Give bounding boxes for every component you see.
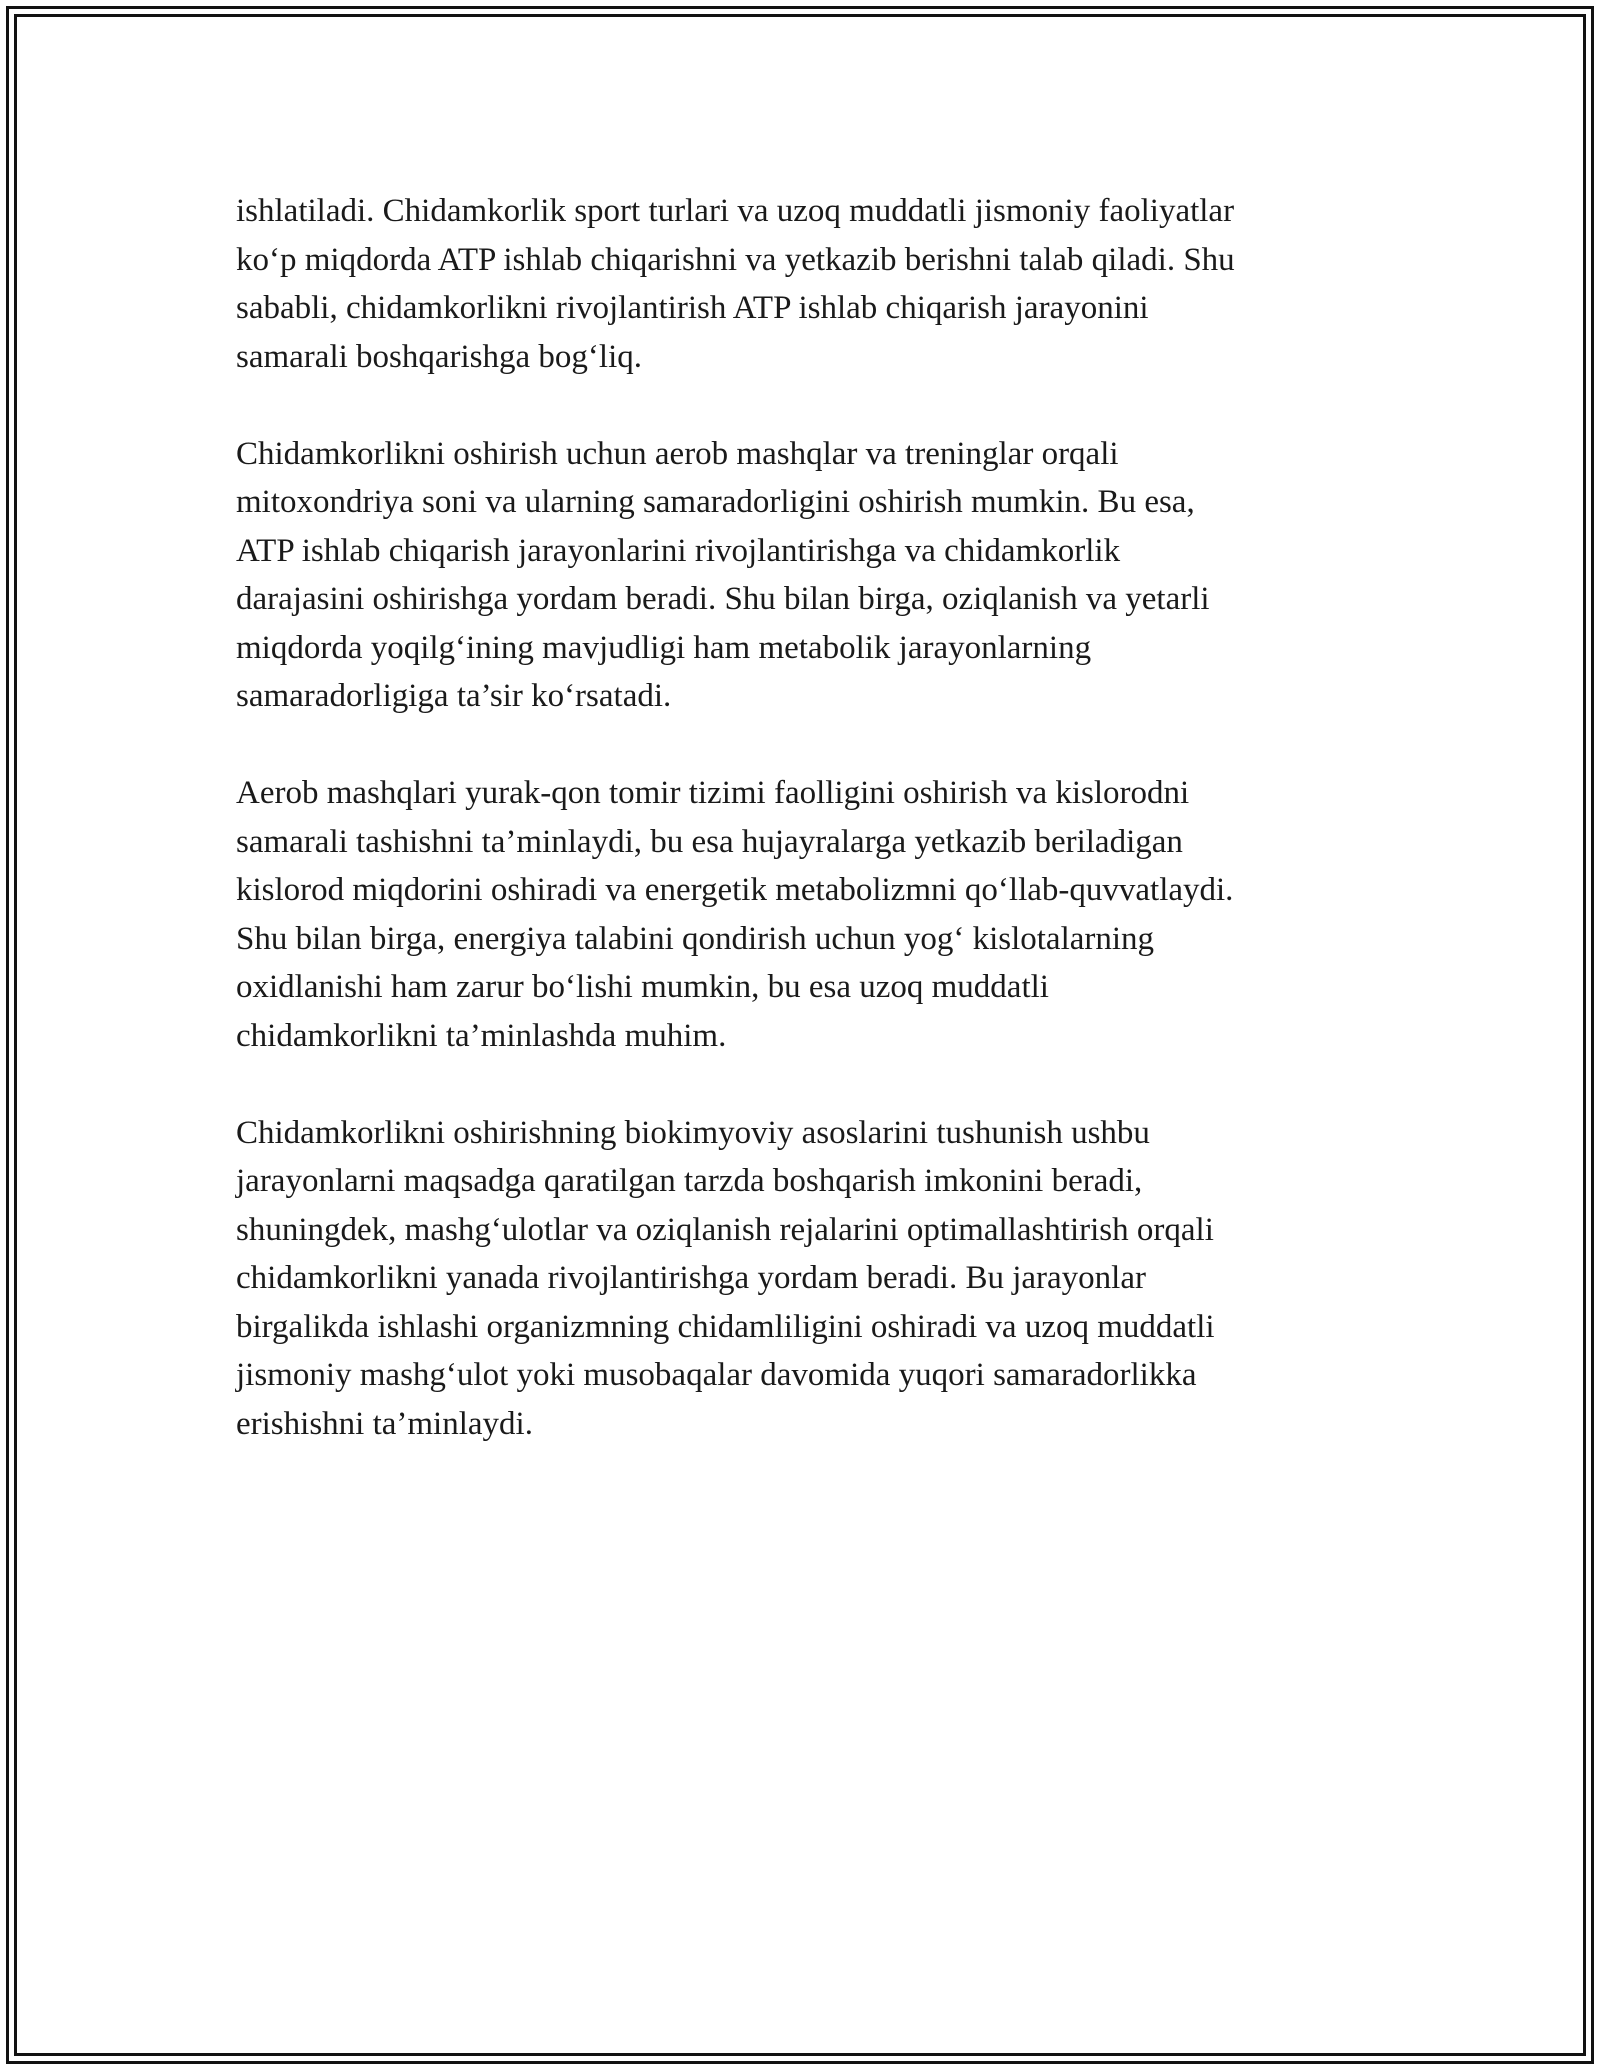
paragraph-3 <box>236 769 1376 1060</box>
text-line: chidamkorlikni yanada rivojlantirishga yordam beradi. Bu jarayonlar <box>236 1260 1146 1296</box>
text-line: kislorod miqdorini oshiradi va energetik metabolizmni qo‘llab-quvvatlaydi. <box>236 872 1234 908</box>
text-line: shuningdek, mashg‘ulotlar va oziqlanish rejalarini optimallashtirish orqali <box>236 1211 1214 1248</box>
text-line: Chidamkorlikni oshirish uchun aerob mashqlar va treninglar orqali <box>236 435 1119 472</box>
text-line: birgalikda ishlashi organizmning chidamliligini oshiradi va uzoq muddatli <box>236 1308 1215 1345</box>
text-line: Aerob mashqlari yurak-qon tomir tizimi faolligini oshirish va kislorodni <box>236 775 1190 811</box>
text-line: jismoniy mashg‘ulot yoki musobaqalar davomida yuqori samaradorlikka <box>236 1357 1197 1393</box>
text-line: samarali tashishni ta’minlaydi, bu esa hujayralarga yetkazib beriladigan <box>236 823 1183 860</box>
paragraph-1 <box>236 187 1376 381</box>
text-line: ishlatiladi. Chidamkorlik sport turlari va uzoq muddatli jismoniy faoliyatlar <box>236 193 1235 229</box>
text-line: mitoxondriya soni va ularning samaradorligini oshirish mumkin. Bu esa, <box>236 484 1195 520</box>
paragraph-2 <box>236 430 1376 721</box>
text-line: oxidlanishi ham zarur bo‘lishi mumkin, bu esa uzoq muddatli <box>236 969 1049 1005</box>
text-line: samaradorligiga ta’sir ko‘rsatadi. <box>236 678 672 714</box>
text-line: Chidamkorlikni oshirishning biokimyoviy asoslarini tushunish ushbu <box>236 1114 1150 1151</box>
text-line: miqdorda yoqilg‘ining mavjudligi ham metabolik jarayonlarning <box>236 629 1092 666</box>
text-line: chidamkorlikni ta’minlashda muhim. <box>236 1017 727 1054</box>
text-line: sababli, chidamkorlikni rivojlantirish ATP ishlab chiqarish jarayonini <box>236 290 1149 326</box>
text-line: samarali boshqarishga bog‘liq. <box>236 338 642 375</box>
text-line: jarayonlarni maqsadga qaratilgan tarzda boshqarish imkonini beradi, <box>236 1163 1143 1199</box>
document-body <box>236 187 1376 1497</box>
text-line: Shu bilan birga, energiya talabini qondirish uchun yog‘ kislotalarning <box>236 920 1155 957</box>
text-line: ko‘p miqdorda ATP ishlab chiqarishni va yetkazib berishni talab qiladi. Shu <box>236 241 1235 278</box>
text-line: ATP ishlab chiqarish jarayonlarini rivojlantirishga va chidamkorlik <box>236 532 1121 569</box>
text-line: erishishni ta’minlaydi. <box>236 1405 533 1442</box>
text-line: darajasini oshirishga yordam beradi. Shu bilan birga, oziqlanish va yetarli <box>236 581 1210 617</box>
paragraph-4 <box>236 1109 1376 1449</box>
